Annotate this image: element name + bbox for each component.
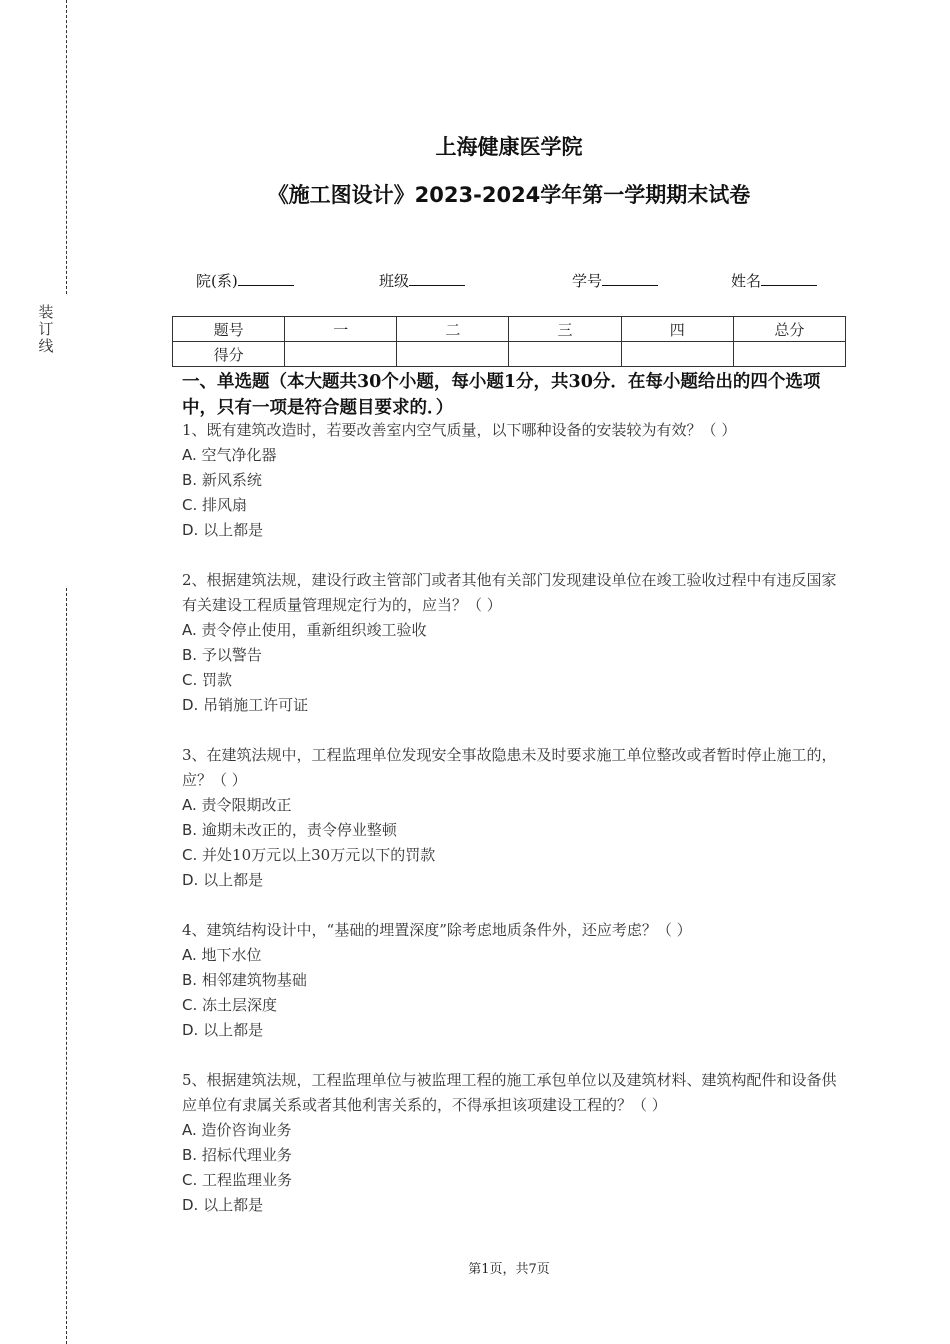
option-d — [182, 1018, 842, 1043]
option-text: 相邻建筑物基础 — [201, 971, 307, 989]
option-letter: C. — [182, 671, 198, 689]
option-letter: C. — [182, 996, 198, 1014]
score-table-header-row — [173, 317, 846, 342]
info-field-label: 姓名 — [731, 272, 762, 290]
option-text: 空气净化器 — [201, 446, 277, 464]
info-field-name — [731, 270, 817, 291]
section-title: 一、单选题（本大题共30个小题，每小题1分，共30分．在每小题给出的四个选项中，只有一项是符合题目要求的．） — [182, 372, 821, 418]
option-b — [182, 468, 842, 493]
option-letter: A. — [182, 446, 197, 464]
option-text: 招标代理业务 — [201, 1146, 292, 1164]
binding-line-label — [38, 304, 54, 355]
info-field-label: 学号 — [572, 272, 603, 290]
option-c — [182, 993, 842, 1018]
score-table-header-cell: 三 — [509, 317, 621, 342]
option-text: 造价咨询业务 — [201, 1121, 292, 1139]
binding-dashed-line-bottom — [66, 588, 67, 1344]
question-4 — [182, 918, 842, 1043]
question-text: 2、根据建筑法规，建设行政主管部门或者其他有关部门发现建设单位在竣工验收过程中有违反国家有关建设工程质量管理规定行为的，应当？（ ） — [182, 571, 837, 614]
name-blank[interactable] — [761, 271, 817, 286]
class-blank[interactable] — [409, 271, 465, 286]
option-letter: D. — [182, 1196, 199, 1214]
option-text: 以上都是 — [203, 871, 264, 889]
option-a — [182, 443, 842, 468]
score-cell[interactable] — [397, 342, 509, 367]
option-text: 工程监理业务 — [202, 1171, 293, 1189]
student-id-blank[interactable] — [602, 271, 658, 286]
option-text: 冻土层深度 — [202, 996, 278, 1014]
option-letter: D. — [182, 1021, 199, 1039]
score-table-header-cell: 总分 — [733, 317, 845, 342]
question-2 — [182, 568, 842, 718]
info-field-label: 班级 — [379, 272, 410, 290]
score-table-header-cell: 一 — [285, 317, 397, 342]
department-blank[interactable] — [238, 271, 294, 286]
question-5 — [182, 1068, 842, 1218]
option-b — [182, 968, 842, 993]
option-letter: B. — [182, 471, 198, 489]
option-text: 新风系统 — [201, 471, 262, 489]
score-table-header-cell: 二 — [397, 317, 509, 342]
option-text: 以上都是 — [203, 1021, 264, 1039]
option-letter: D. — [182, 871, 199, 889]
score-cell[interactable] — [621, 342, 733, 367]
option-text: 并处10万元以上30万元以下的罚款 — [202, 846, 436, 864]
option-letter: B. — [182, 821, 198, 839]
score-table — [172, 316, 846, 367]
info-field-department — [196, 270, 294, 291]
question-text: 5、根据建筑法规，工程监理单位与被监理工程的施工承包单位以及建筑材料、建筑构配件和设备供应单位有隶属关系或者其他利害关系的，不得承担该项建设工程的？（ ） — [182, 1071, 837, 1114]
question-text: 3、在建筑法规中，工程监理单位发现安全事故隐患未及时要求施工单位整改或者暂时停止施工的，应？（ ） — [182, 746, 837, 789]
option-b — [182, 1143, 842, 1168]
option-letter: A. — [182, 946, 197, 964]
option-c — [182, 843, 842, 868]
score-cell[interactable] — [733, 342, 845, 367]
option-b — [182, 818, 842, 843]
option-text: 以上都是 — [203, 521, 264, 539]
option-text: 责令限期改正 — [201, 796, 292, 814]
option-letter: C. — [182, 846, 198, 864]
option-letter: B. — [182, 1146, 198, 1164]
score-table-header-cell: 四 — [621, 317, 733, 342]
score-row-label: 得分 — [173, 342, 285, 367]
binding-label-char: 线 — [38, 337, 54, 355]
option-text: 罚款 — [202, 671, 233, 689]
option-text: 以上都是 — [203, 1196, 264, 1214]
exam-title: 《施工图设计》2023-2024学年第一学期期末试卷 — [267, 183, 751, 207]
option-letter: C. — [182, 1171, 198, 1189]
binding-label-char: 订 — [38, 320, 54, 338]
option-d — [182, 868, 842, 893]
option-letter: B. — [182, 646, 198, 664]
option-b — [182, 643, 842, 668]
option-text: 逾期未改正的，责令停业整顿 — [201, 821, 397, 839]
option-a — [182, 943, 842, 968]
question-1 — [182, 418, 842, 543]
option-c — [182, 493, 842, 518]
binding-label-char: 装 — [38, 303, 54, 321]
info-field-label: 院(系) — [196, 272, 238, 290]
question-list — [182, 418, 842, 1218]
option-text: 吊销施工许可证 — [203, 696, 309, 714]
option-a — [182, 793, 842, 818]
option-letter: B. — [182, 971, 198, 989]
option-c — [182, 668, 842, 693]
option-d — [182, 518, 842, 543]
option-d — [182, 1193, 842, 1218]
option-text: 地下水位 — [201, 946, 262, 964]
option-c — [182, 1168, 842, 1193]
option-a — [182, 618, 842, 643]
info-field-student-id — [572, 270, 658, 291]
question-3 — [182, 743, 842, 893]
question-text: 1、既有建筑改造时，若要改善室内空气质量，以下哪种设备的安装较为有效？（ ） — [182, 421, 737, 439]
question-text: 4、建筑结构设计中，“基础的埋置深度”除考虑地质条件外，还应考虑？（ ） — [182, 921, 692, 939]
option-d — [182, 693, 842, 718]
option-letter: A. — [182, 1121, 197, 1139]
option-a — [182, 1118, 842, 1143]
option-letter: A. — [182, 796, 197, 814]
score-table-score-row — [173, 342, 846, 367]
score-cell[interactable] — [509, 342, 621, 367]
option-text: 责令停止使用，重新组织竣工验收 — [201, 621, 427, 639]
option-letter: D. — [182, 521, 199, 539]
option-letter: D. — [182, 696, 199, 714]
score-table-header-cell: 题号 — [173, 317, 285, 342]
option-letter: A. — [182, 621, 197, 639]
page-footer: 第1页，共7页 — [468, 1262, 550, 1277]
school-name: 上海健康医学院 — [435, 135, 583, 159]
option-text: 予以警告 — [201, 646, 262, 664]
score-cell[interactable] — [285, 342, 397, 367]
option-letter: C. — [182, 496, 198, 514]
option-text: 排风扇 — [202, 496, 248, 514]
info-field-class — [379, 270, 465, 291]
